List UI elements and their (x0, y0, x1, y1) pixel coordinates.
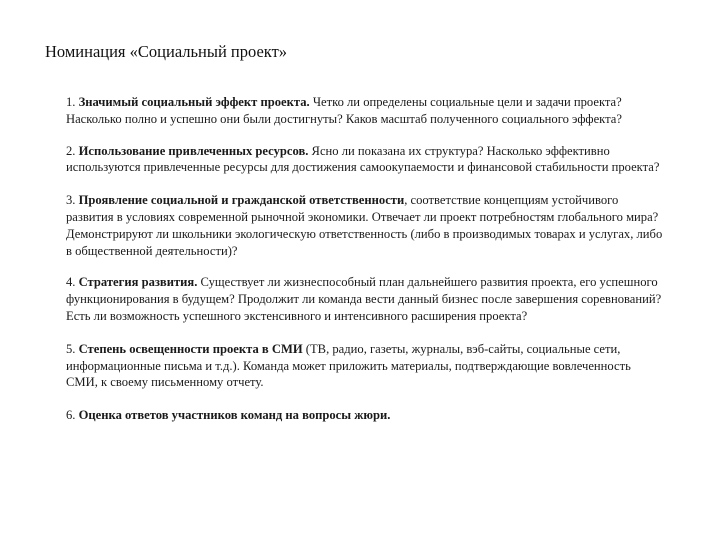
item-number: 1. (66, 95, 76, 109)
item-heading: Значимый социальный эффект проекта. (78, 95, 310, 109)
criteria-list (66, 94, 664, 424)
item-heading: Использование привлеченных ресурсов. (78, 143, 309, 158)
item-number: 3. (66, 193, 76, 208)
list-item (66, 94, 664, 128)
item-text: Существует ли жизнеспособный план дальнейшего развития проекта, его успешного функционирования в будущем? Продолжит ли команда вести данный бизнес после завершения соревнований? Есть ли возможность успешного экстенсивного и интенсивного расширения проекта? (66, 275, 662, 323)
item-number: 4. (66, 275, 76, 290)
item-heading: Степень освещенности проекта в СМИ (78, 341, 303, 356)
item-text: Четко ли определены социальные цели и задачи проекта? Насколько полно и успешно они были достигнуты? Каков масштаб полученного социального эффекта? (66, 95, 622, 126)
list-item (66, 274, 664, 324)
list-item (66, 192, 664, 259)
list-item (66, 341, 664, 391)
item-number: 6. (66, 408, 76, 423)
item-heading: Проявление социальной и гражданской ответственности (78, 193, 405, 208)
item-heading: Оценка ответов участников команд на вопросы жюри. (78, 408, 391, 423)
item-heading: Стратегия развития. (78, 275, 198, 290)
item-number: 5. (66, 341, 76, 356)
item-number: 2. (66, 143, 76, 158)
list-item (66, 407, 664, 424)
item-text: Ясно ли показана их структура? Насколько эффективно используются привлеченные ресурсы для достижения самоокупаемости и финансовой стабильности проекта? (66, 143, 660, 175)
list-item (66, 143, 664, 177)
page-title: Номинация «Социальный проект» (45, 42, 288, 61)
item-text: (ТВ, радио, газеты, журналы, вэб-сайты, социальные сети, информационные письма и т.д.). Команда может приложить материалы, подтверждающие вовлеченность СМИ, к своему письменному отчету. (66, 341, 631, 390)
item-text: , соответствие концепциям устойчивого развития в условиях современной рыночной экономики. Отвечает ли проект потребностям глобального мира? Демонстрируют ли школьники экологическую ответственность (либо в производимых товарах и услугах, либо в общественной деятельности)? (66, 193, 663, 258)
